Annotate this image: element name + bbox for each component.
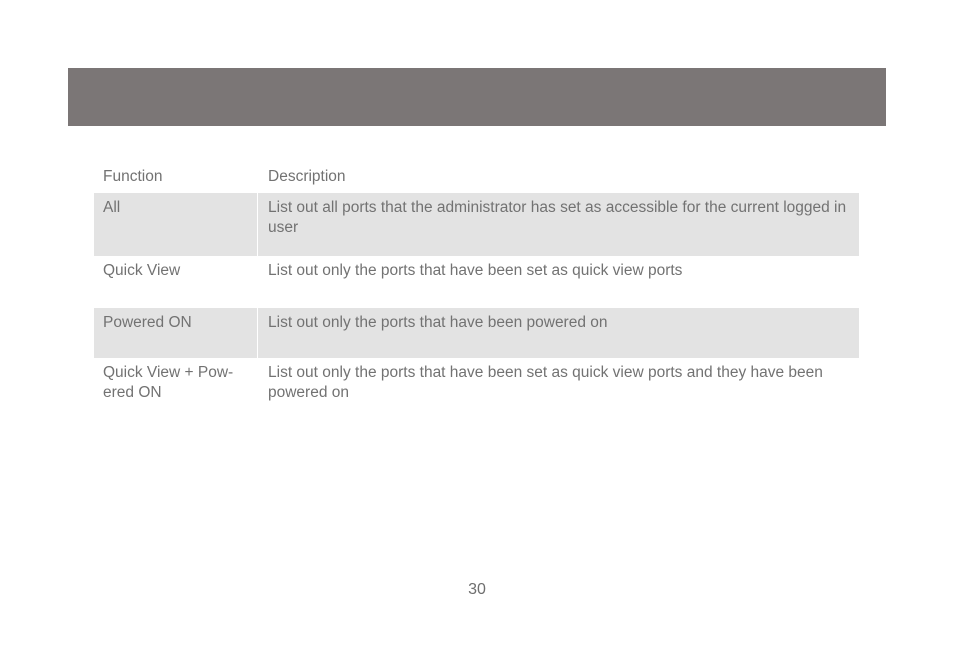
table-row [94, 193, 859, 256]
function-table [94, 164, 859, 414]
function-cell: All [94, 193, 258, 256]
description-cell: List out only the ports that have been set as quick view ports [268, 262, 683, 279]
column-header-function: Function [103, 168, 163, 185]
table-row [94, 358, 859, 414]
function-cell: Quick View + Pow- ered ON [103, 364, 234, 401]
description-cell: List out only the ports that have been set as quick view ports and they have been powered on [268, 364, 823, 401]
header-band [68, 68, 886, 126]
description-cell: List out only the ports that have been powered on [268, 314, 608, 331]
page-number: 30 [468, 581, 486, 598]
column-header-description: Description [268, 168, 346, 185]
function-cell: Powered ON [94, 308, 258, 358]
description-cell: List out all ports that the administrator has set as accessible for the current logged in user [268, 199, 847, 236]
table-row [94, 256, 859, 308]
table-header-row [94, 164, 859, 193]
table-row [94, 308, 859, 358]
function-cell: Quick View [103, 262, 181, 279]
